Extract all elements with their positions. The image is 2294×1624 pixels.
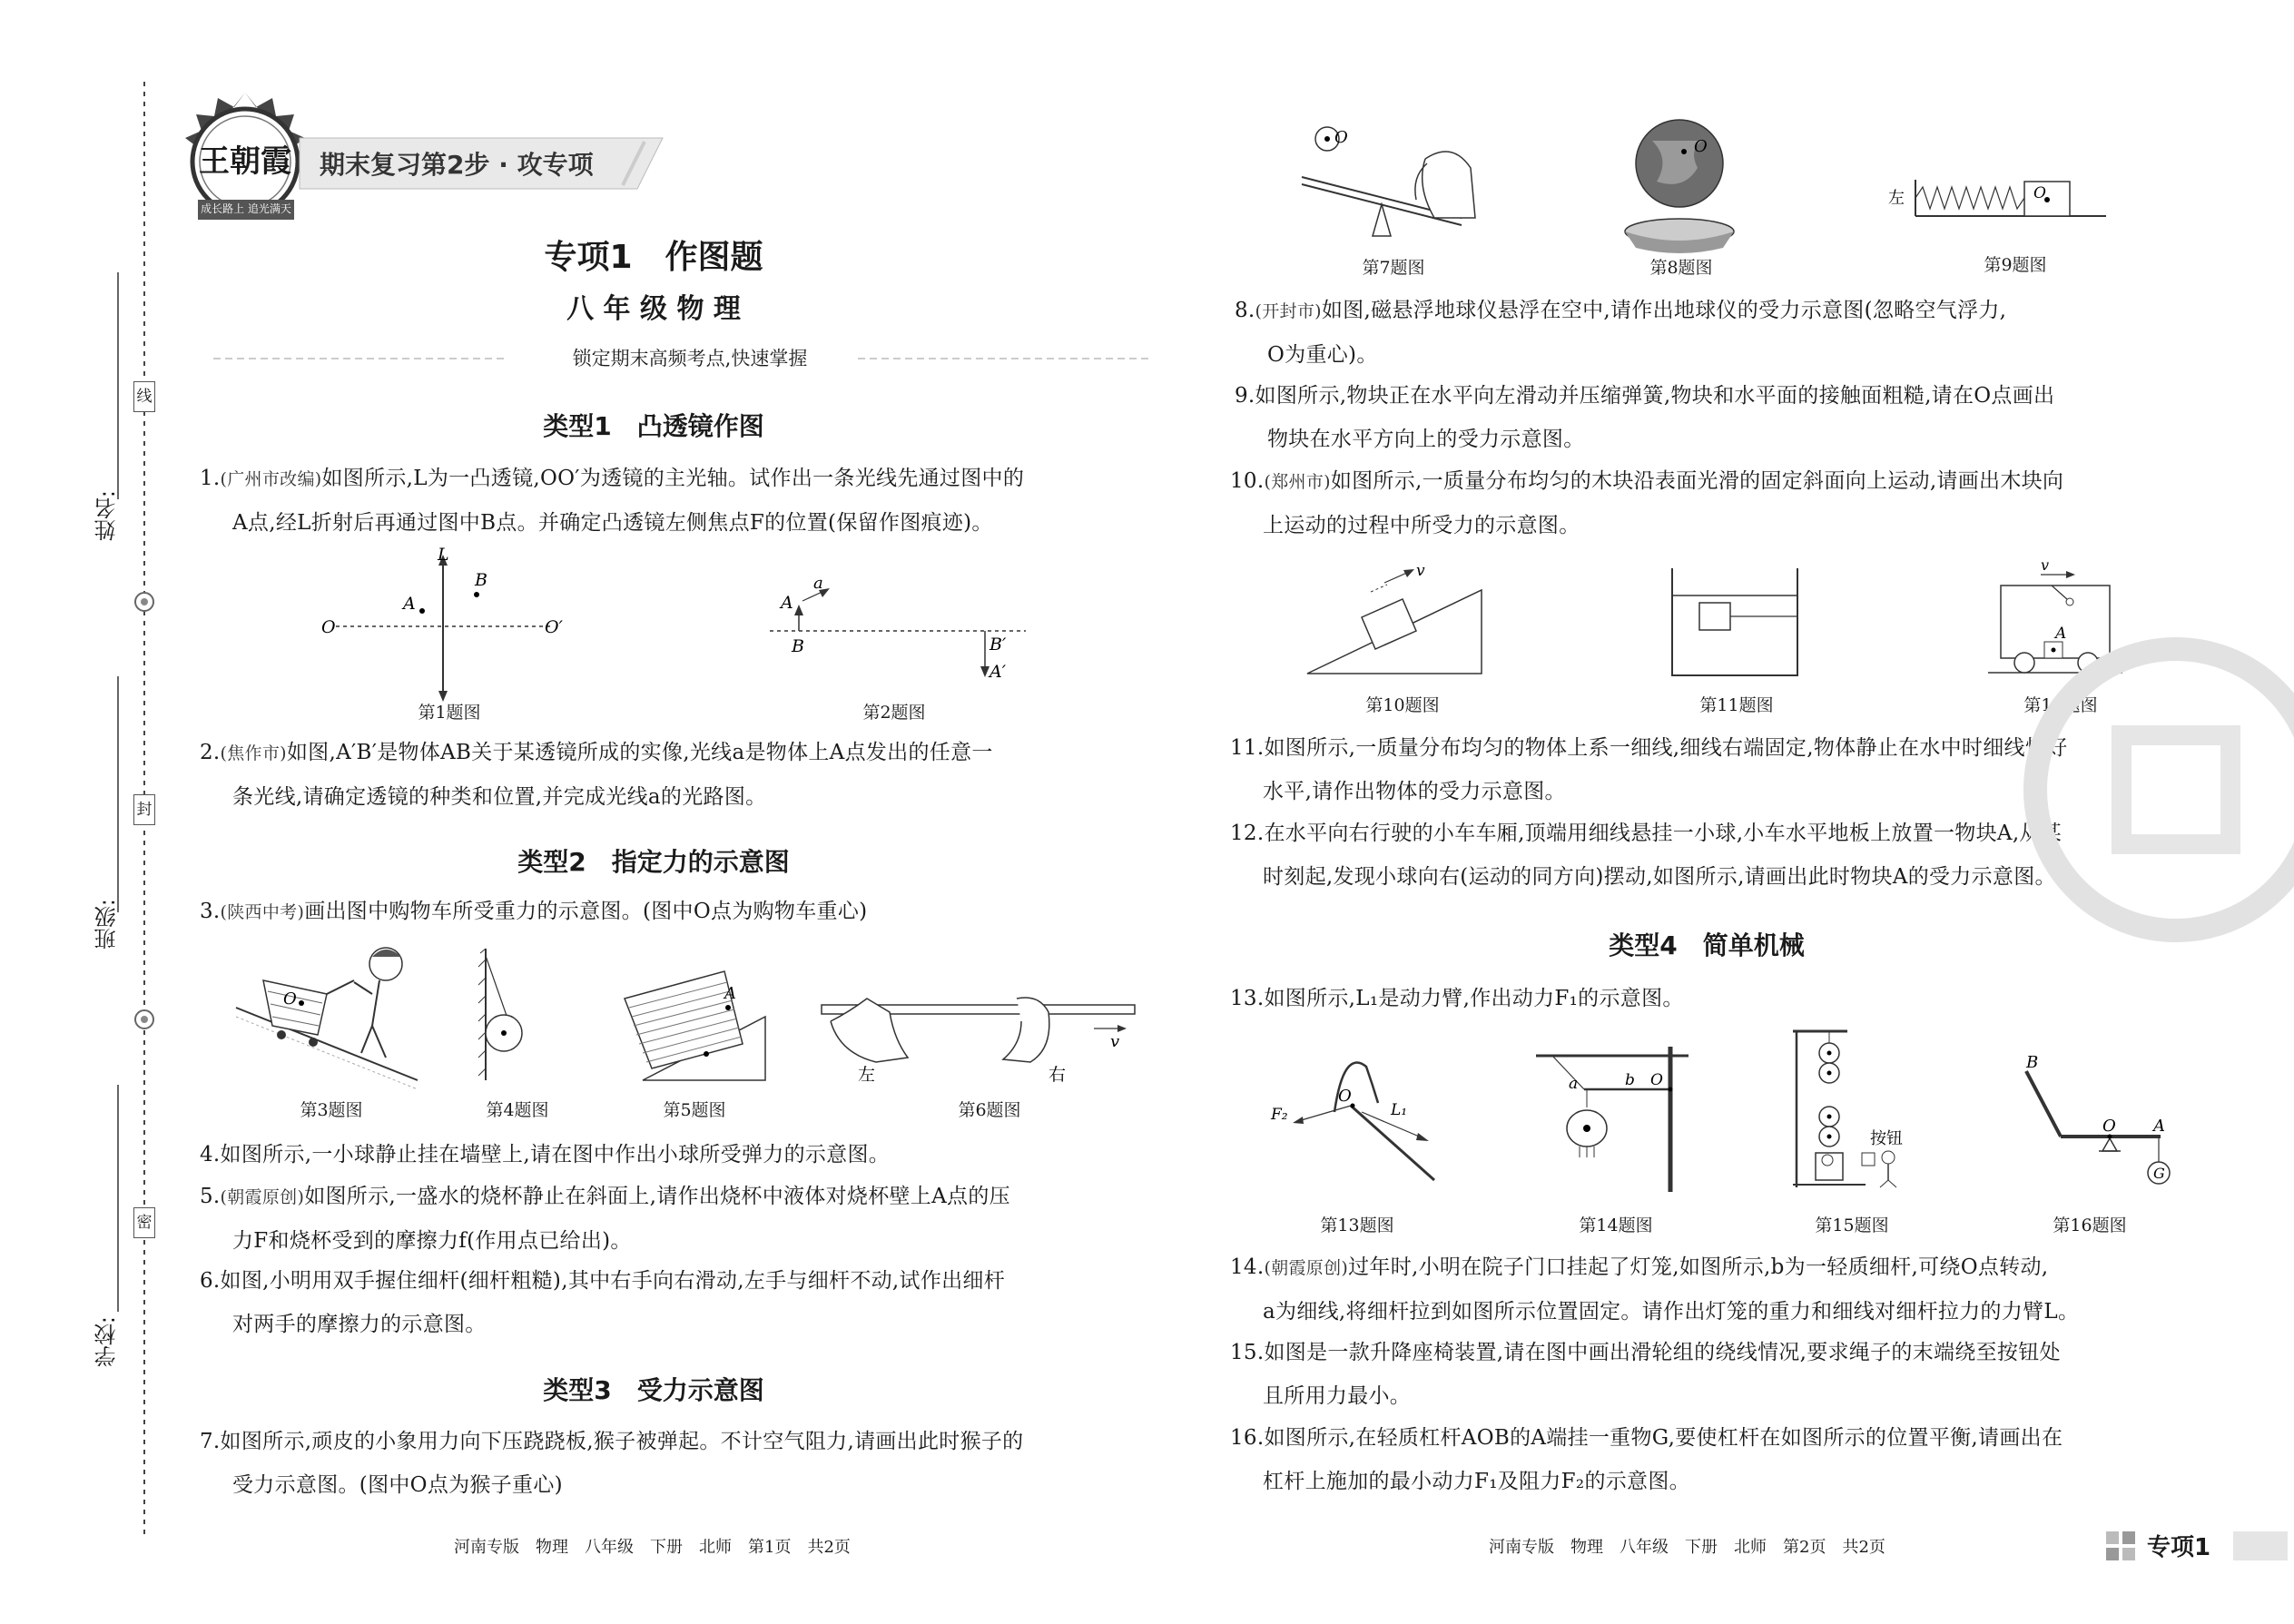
question-1 [200, 457, 1144, 545]
q-number: 6. [200, 1269, 221, 1293]
figure-caption-6: 第6题图 [958, 1100, 1021, 1120]
q-number: 14. [1230, 1255, 1265, 1279]
footer-left: 河南专版 物理 八年级 下册 北师 第1页 共2页 [454, 1538, 851, 1557]
label-O-prime: O′ [545, 617, 563, 637]
figure-5 [615, 949, 779, 1085]
q-number: 4. [200, 1143, 221, 1166]
figure-caption-3: 第3题图 [300, 1100, 363, 1120]
q-number: 7. [200, 1430, 221, 1453]
question-6 [200, 1259, 1144, 1346]
q-number: 5. [200, 1185, 221, 1208]
figure-caption-7: 第7题图 [1362, 258, 1425, 278]
q-source: (陕西中考) [220, 902, 305, 922]
section-heading-3: 类型3 受力示意图 [543, 1375, 764, 1405]
q-number: 2. [200, 741, 221, 764]
class-label: 班级: [94, 899, 120, 950]
label-O: O [321, 617, 336, 637]
label-a: a [813, 574, 823, 593]
figure-caption-11: 第11题图 [1699, 695, 1774, 715]
label-left: 左 [858, 1065, 876, 1085]
header-banner: 期末复习第2步 · 攻专项 [320, 150, 594, 180]
label-a: a [1569, 1075, 1579, 1093]
q-text: 如图所示,L₁是动力臂,作出动力F₁的示意图。 [1264, 987, 1684, 1010]
q-source: (广州市改编) [220, 469, 322, 489]
q-text: 过年时,小明在院子门口挂起了灯笼,如图所示,b为一轻质细杆,可绕O点转动, [1348, 1255, 2049, 1279]
figure-caption-10: 第10题图 [1365, 695, 1440, 715]
q-text: 如图,A′B′是物体AB关于某透镜所成的实像,光线a是物体上A点发出的任意一 [286, 741, 993, 764]
q-text: 在水平向右行驶的小车车厢,顶端用细线悬挂一小球,小车水平地板上放置一物块A,从某 [1264, 822, 2063, 845]
logo-brand: 王朝霞 [199, 143, 291, 180]
label-O: O [1650, 1071, 1663, 1089]
class-underline [116, 676, 120, 921]
label-A: A [781, 593, 793, 613]
q-text: a为细线,将细杆拉到如图所示位置固定。请作出灯笼的重力和细线对细杆拉力的力臂L。 [1263, 1300, 2080, 1324]
watermark-seal-icon [2022, 635, 2240, 944]
question-10 [1230, 459, 2197, 547]
footer-tab: 专项1 [2147, 1534, 2211, 1561]
label-B: B [792, 636, 804, 656]
q-source: (朝霞原创) [220, 1187, 305, 1207]
figure-caption-4: 第4题图 [486, 1100, 549, 1120]
label-A: A [403, 594, 416, 614]
binding-hole-icon [131, 1006, 158, 1033]
tagline: 锁定期末高频考点,快速掌握 [572, 348, 808, 369]
figure-caption-9: 第9题图 [1984, 255, 2047, 275]
figure-caption-16: 第16题图 [2053, 1216, 2127, 1235]
label-A: A [2055, 625, 2067, 643]
q-text: 力F和烧杯受到的摩擦力f(作用点已给出)。 [232, 1229, 632, 1253]
figure-11 [1669, 565, 1805, 683]
q-number: 16. [1230, 1426, 1265, 1450]
question-5 [200, 1175, 1144, 1263]
q-text: 如图所示,一质量分布均匀的木块沿表面光滑的固定斜面向上运动,请画出木块向 [1330, 469, 2064, 493]
figure-10 [1307, 563, 1498, 681]
q-text: 画出图中购物车所受重力的示意图。(图中O点为购物车重心) [304, 900, 868, 923]
figure-6 [822, 985, 1157, 1085]
q-number: 3. [200, 900, 221, 923]
label-L: L [438, 545, 449, 565]
question-4 [200, 1133, 1144, 1176]
figure-caption-14: 第14题图 [1579, 1216, 1653, 1235]
question-3 [200, 890, 1144, 934]
q-number: 11. [1230, 736, 1265, 760]
label-right: 右 [1049, 1065, 1067, 1085]
label-O: O [1694, 137, 1708, 156]
figure-7 [1298, 113, 1480, 250]
label-B-prime: B′ [989, 635, 1007, 655]
q-text: 杠杆上施加的最小动力F₁及阻力F₂的示意图。 [1263, 1470, 1690, 1493]
q-number: 12. [1230, 822, 1265, 845]
seal-mark-seal: 封 [133, 794, 155, 825]
label-B: B [2026, 1053, 2039, 1072]
question-15 [1230, 1331, 2197, 1418]
q-text: 如图所示,一盛水的烧杯静止在斜面上,请作出烧杯中液体对烧杯壁上A点的压 [304, 1185, 1010, 1208]
label-O: O [283, 989, 297, 1009]
q-text: 如图所示,一质量分布均匀的物体上系一细线,细线右端固定,物体静止在水中时细线恰好 [1264, 736, 2068, 760]
q-number: 13. [1230, 987, 1265, 1010]
label-left: 左 [1888, 189, 1905, 208]
figure-caption-5: 第5题图 [663, 1100, 726, 1120]
label-F2: F₂ [1271, 1106, 1288, 1124]
q-text: 且所用力最小。 [1263, 1384, 1412, 1408]
school-label: 学校: [94, 1316, 120, 1368]
question-9 [1235, 374, 2197, 461]
question-16 [1230, 1416, 2197, 1503]
q-number: 9. [1235, 384, 1255, 408]
q-text: 上运动的过程中所受力的示意图。 [1263, 514, 1580, 537]
name-label: 姓名: [94, 490, 120, 542]
figure-15 [1793, 1026, 1947, 1189]
q-text: 如图是一款升降座椅装置,请在图中画出滑轮组的绕线情况,要求绳子的末端绕至按钮处 [1264, 1341, 2061, 1364]
question-14 [1230, 1245, 2197, 1334]
section-heading-1: 类型1 凸透镜作图 [543, 411, 764, 441]
q-text: 如图所示,顽皮的小象用力向下压跷跷板,猴子被弹起。不计空气阻力,请画出此时猴子的 [220, 1430, 1024, 1453]
label-v: v [2041, 556, 2050, 574]
q-number: 10. [1230, 469, 1265, 493]
question-2 [200, 731, 1144, 819]
label-B: B [475, 570, 487, 590]
figure-13 [1271, 1044, 1452, 1171]
q-text: 如图,小明用双手握住细杆(细杆粗糙),其中右手向右滑动,左手与细杆不动,试作出细杆 [220, 1269, 1006, 1293]
figure-8 [1616, 113, 1743, 259]
school-underline [116, 1085, 120, 1321]
seal-mark-line: 线 [133, 381, 155, 412]
label-b: b [1625, 1071, 1635, 1089]
section-heading-4: 类型4 简单机械 [1609, 930, 1805, 960]
figure-4 [477, 949, 567, 1085]
q-source: (郑州市) [1264, 472, 1331, 492]
figure-9 [1888, 172, 2115, 236]
logo-ribbon: 成长路上 追光满天 [201, 202, 291, 215]
question-7 [200, 1420, 1144, 1507]
q-text: 如图所示,物块正在水平向左滑动并压缩弹簧,物块和水平面的接触面粗糙,请在O点画出 [1255, 384, 2055, 408]
q-text: 如图所示,一小球静止挂在墙壁上,请在图中作出小球所受弹力的示意图。 [220, 1143, 891, 1166]
q-text: 物块在水平方向上的受力示意图。 [1267, 428, 1585, 451]
figure-caption-13: 第13题图 [1320, 1216, 1394, 1235]
q-number: 8. [1235, 299, 1255, 322]
label-A-prime: A′ [989, 662, 1007, 682]
binding-dashed-line [141, 82, 150, 1624]
question-8 [1235, 289, 2197, 377]
label-L1: L₁ [1391, 1101, 1408, 1119]
q-number: 15. [1230, 1341, 1265, 1364]
seal-mark-secret: 密 [133, 1207, 155, 1238]
label-O: O [2033, 184, 2046, 202]
label-O: O [1338, 1087, 1352, 1106]
figure-caption-15: 第15题图 [1815, 1216, 1889, 1235]
q-number: 1. [200, 467, 221, 490]
label-G: G [2153, 1165, 2165, 1182]
q-source: (焦作市) [220, 743, 287, 763]
label-v: v [1110, 1032, 1120, 1051]
binding-hole-icon [131, 588, 158, 615]
page-subject: 八 年 级 物 理 [566, 293, 741, 325]
q-text: 如图所示,L为一凸透镜,OO′为透镜的主光轴。试作出一条光线先通过图中的 [321, 467, 1025, 490]
figure-caption-2: 第2题图 [862, 703, 926, 723]
q-text: A点,经L折射后再通过图中B点。并确定凸透镜左侧焦点F的位置(保留作图痕迹)。 [232, 511, 993, 535]
q-text: 如图所示,在轻质杠杆AOB的A端挂一重物G,要使杠杆在如图所示的位置平衡,请画出在 [1264, 1426, 2063, 1450]
section-heading-2: 类型2 指定力的示意图 [517, 847, 790, 877]
question-13 [1230, 977, 2197, 1020]
figure-caption-1: 第1题图 [418, 703, 481, 723]
page-title: 专项1 作图题 [544, 239, 763, 276]
label-v: v [1416, 562, 1425, 580]
q-text: O为重心)。 [1267, 343, 1378, 367]
figure-1 [321, 545, 599, 713]
label-A: A [2153, 1117, 2165, 1136]
q-text: 如图,磁悬浮地球仪悬浮在空中,请作出地球仪的受力示意图(忽略空气浮力, [1321, 299, 2007, 322]
q-text: 受力示意图。(图中O点为猴子重心) [232, 1473, 563, 1497]
footer-right: 河南专版 物理 八年级 下册 北师 第2页 共2页 [1489, 1538, 1885, 1557]
figure-14 [1534, 1039, 1698, 1194]
label-button: 按钮 [1870, 1129, 1903, 1148]
figure-caption-12: 第12题图 [2023, 695, 2098, 715]
q-text: 时刻起,发现小球向右(运动的同方向)摆动,如图所示,请画出此时物块A的受力示意图。 [1263, 865, 2056, 889]
q-text: 水平,请作出物体的受力示意图。 [1263, 780, 1566, 803]
q-text: 条光线,请确定透镜的种类和位置,并完成光线a的光路图。 [232, 785, 767, 809]
label-O: O [2102, 1117, 2116, 1136]
name-underline [116, 272, 120, 508]
figure-caption-8: 第8题图 [1649, 258, 1713, 278]
q-source: (朝霞原创) [1264, 1258, 1349, 1278]
label-A: A [724, 984, 736, 1003]
figure-16 [2015, 1053, 2179, 1198]
label-O: O [1334, 128, 1348, 147]
q-text: 对两手的摩擦力的示意图。 [232, 1313, 487, 1336]
figure-3 [227, 944, 436, 1080]
q-source: (开封市) [1255, 301, 1322, 321]
